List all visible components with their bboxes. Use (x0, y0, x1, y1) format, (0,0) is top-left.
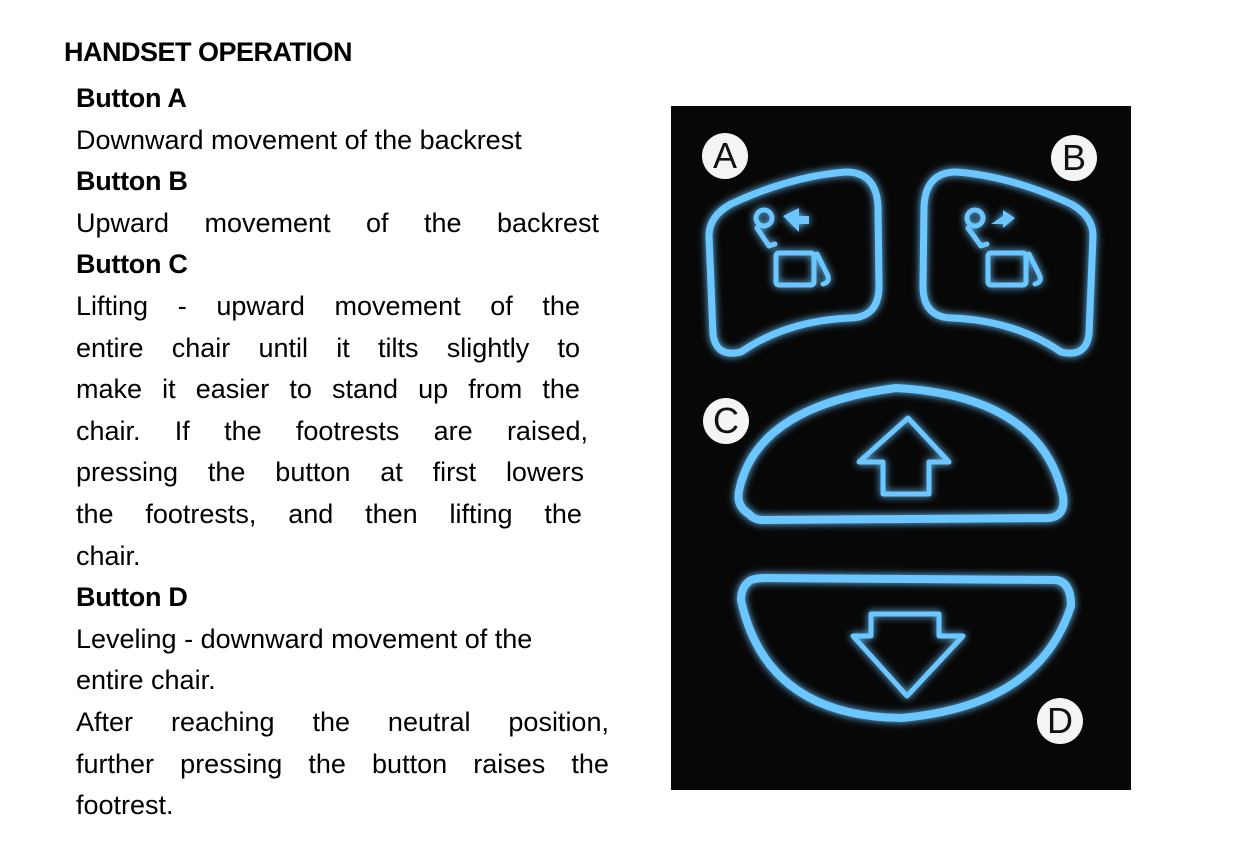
button-a-description: Downward movement of the backrest (76, 124, 522, 155)
raise-backrest-up-icon (967, 210, 1040, 285)
button-c-line-2: entire chair until it tilts slightly to (76, 332, 580, 363)
button-a-outline (709, 172, 879, 353)
button-a-heading: Button A (76, 83, 187, 113)
instructions-text (76, 78, 616, 827)
button-c-line-3: make it easier to stand up from the (76, 374, 580, 405)
label-d-badge: D (1037, 698, 1083, 744)
button-c-outline (738, 388, 1063, 520)
button-d-heading: Button D (76, 582, 188, 613)
button-c-line-6: the footrests, and then lifting the (76, 498, 582, 529)
button-c-heading: Button C (76, 249, 188, 280)
arrow-down-icon (853, 614, 963, 696)
recline-backrest-down-icon (756, 208, 828, 285)
button-d-line-4: further pressing the button raises the (76, 748, 609, 779)
button-c-line-5: pressing the button at first lowers (76, 457, 584, 488)
button-c-line-7: chair. (76, 540, 141, 571)
button-b-heading: Button B (76, 166, 188, 197)
label-a-badge: A (702, 133, 748, 179)
button-a[interactable] (709, 172, 879, 353)
handset-buttons-graphic (671, 106, 1131, 790)
button-c-line-1: Lifting - upward movement of the (76, 290, 580, 321)
page-title: HANDSET OPERATION (64, 37, 353, 67)
button-d-line-1: Leveling - downward movement of the (76, 623, 533, 654)
button-d-line-3: After reaching the neutral position, (76, 706, 609, 737)
handset-photo (671, 106, 1131, 790)
button-d-line-2: entire chair. (76, 665, 216, 696)
label-b-badge: B (1051, 135, 1097, 181)
label-c-badge: C (703, 398, 749, 444)
button-b-description: Upward movement of the backrest (76, 207, 599, 238)
button-b[interactable] (923, 172, 1093, 353)
button-c[interactable] (738, 388, 1063, 520)
button-d-line-5: footrest. (76, 790, 174, 821)
button-b-outline (923, 172, 1093, 353)
arrow-up-icon (859, 418, 949, 494)
button-c-line-4: chair. If the footrests are raised, (76, 415, 588, 446)
button-d[interactable] (741, 578, 1071, 718)
